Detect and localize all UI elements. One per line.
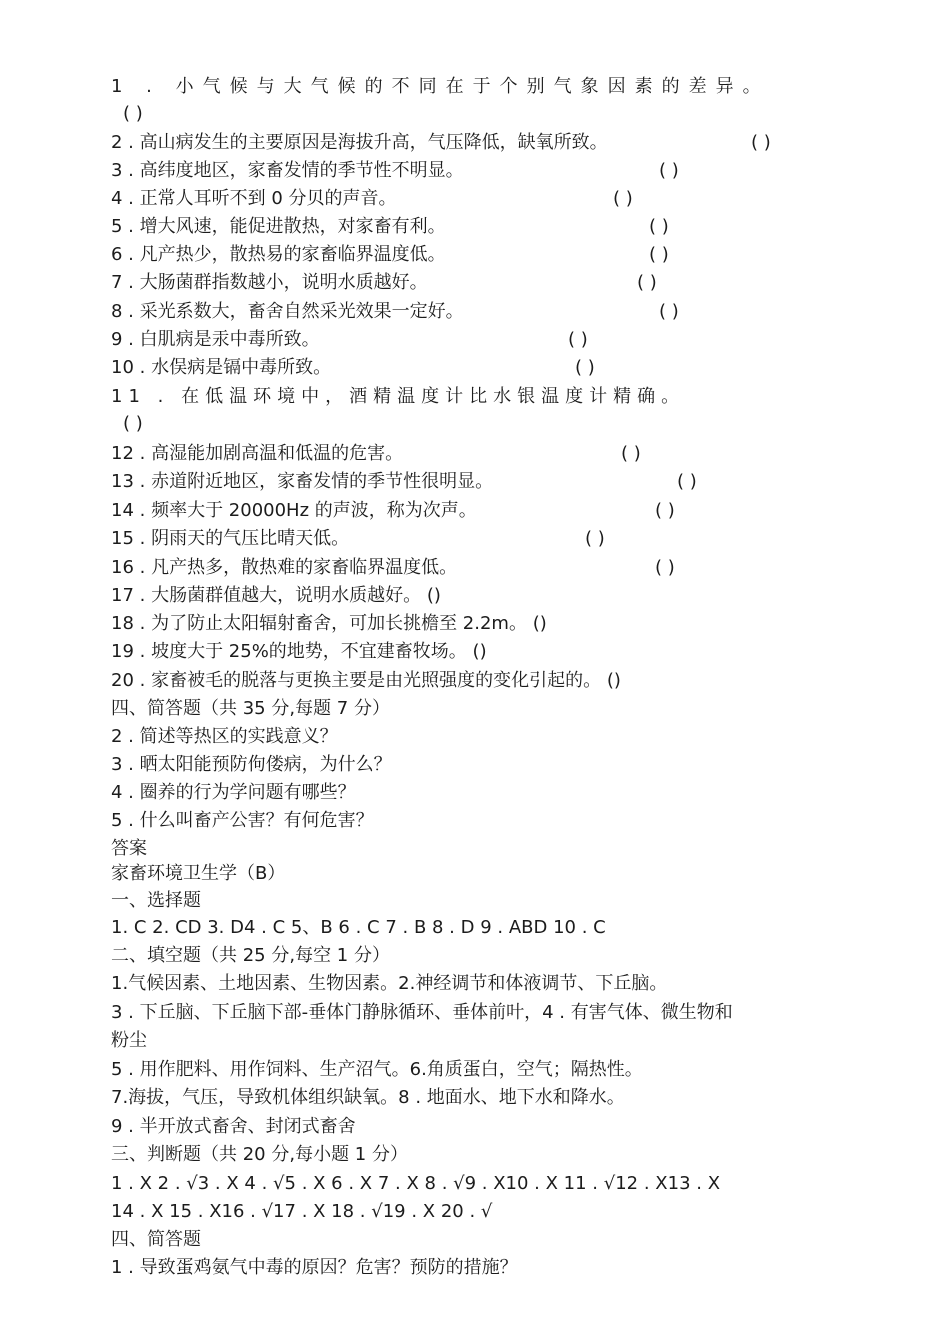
item-paren: ( ) <box>659 160 679 181</box>
short-question: 5 . 什么叫畜产公害？有何危害？ <box>111 810 374 831</box>
section-heading: 四、简答题（共 35 分,每题 7 分） <box>111 698 390 719</box>
fill-answer-line: 3 . 下丘脑、下丘脑下部-垂体门静脉循环、垂体前叶，4 . 有害气体、微生物和 <box>111 1002 733 1023</box>
item-paren: ( ) <box>613 188 633 209</box>
judgement-item <box>111 355 841 381</box>
item-text: 1 . 小气候与大气候的不同在于个别气象因素的差异。 <box>111 76 770 97</box>
short-question: 4 . 圈养的行为学问题有哪些？ <box>111 782 356 803</box>
item-text: 7 . 大肠菌群指数越小，说明水质越好。 <box>111 272 428 293</box>
section-heading: 三、判断题（共 20 分,每小题 1 分） <box>111 1144 408 1165</box>
judgement-item <box>111 469 841 495</box>
judgement-item <box>111 611 841 637</box>
item-text: 11 . 在低温环境中，酒精温度计比水银温度计精确。 <box>111 386 686 407</box>
judgement-item <box>111 327 841 353</box>
item-paren: ( ) <box>677 471 697 492</box>
item-text: 9 . 白肌病是汞中毒所致。 <box>111 329 320 350</box>
judgement-item <box>111 668 841 694</box>
item-text: 12 . 高湿能加剧高温和低温的危害。 <box>111 443 404 464</box>
item-text: 14 . 频率大于 20000Hz 的声波，称为次声。 <box>111 500 477 521</box>
item-text: 19 . 坡度大于 25%的地势，不宜建畜牧场。 <box>111 641 467 662</box>
item-text: 6 . 凡产热少，散热易的家畜临界温度低。 <box>111 244 446 265</box>
judgement-paren <box>123 411 853 437</box>
judgement-item <box>111 242 841 268</box>
item-text: 4 . 正常人耳听不到 0 分贝的声音。 <box>111 188 397 209</box>
item-text: 15 . 阴雨天的气压比晴天低。 <box>111 528 350 549</box>
judgement-item <box>111 299 841 325</box>
judgement-item <box>111 74 841 100</box>
judgement-item <box>111 214 841 240</box>
judgement-item <box>111 158 841 184</box>
item-paren: ( ) <box>655 557 675 578</box>
fill-answer-line: 1.气候因素、土地因素、生物因素。2.神经调节和体液调节、下丘脑。 <box>111 973 668 994</box>
item-text: 2 . 高山病发生的主要原因是海拔升高，气压降低，缺氧所致。 <box>111 132 608 153</box>
short-question: 3 . 晒太阳能预防佝偻病，为什么？ <box>111 754 392 775</box>
judgement-item <box>111 130 841 156</box>
item-paren: ( ) <box>751 132 771 153</box>
item-paren: ( ) <box>621 443 641 464</box>
short-answer-line: 1 . 导致蛋鸡氨气中毒的原因？危害？预防的措施？ <box>111 1257 518 1278</box>
item-paren: () <box>426 585 441 606</box>
item-paren: ( ) <box>568 329 588 350</box>
item-paren: () <box>606 670 621 691</box>
short-question: 2 . 简述等热区的实践意义？ <box>111 726 338 747</box>
judgement-item <box>111 498 841 524</box>
fill-answer-line: 7.海拔，气压，导致机体组织缺氧。8 . 地面水、地下水和降水。 <box>111 1087 625 1108</box>
section-heading: 二、填空题（共 25 分,每空 1 分） <box>111 945 390 966</box>
item-text: 18 . 为了防止太阳辐射畜舍，可加长挑檐至 2.2m。 <box>111 613 527 634</box>
judgement-item <box>111 384 841 410</box>
item-paren: ( ) <box>637 272 657 293</box>
item-paren: ( ) <box>659 301 679 322</box>
fill-answer-line: 5 . 用作肥料、用作饲料、生产沼气。6.角质蛋白，空气；隔热性。 <box>111 1059 643 1080</box>
judgement-item <box>111 441 841 467</box>
item-paren: ( ) <box>123 103 143 124</box>
judgement-answers: 1 . X 2 . √3 . X 4 . √5 . X 6 . X 7 . X 8 . √9 . X10 . X 11 . √12 . X13 . X <box>111 1173 721 1194</box>
judgement-item <box>111 526 841 552</box>
answers-title: 家畜环境卫生学（B） <box>111 863 286 884</box>
item-text: 17 . 大肠菌群值越大，说明水质越好。 <box>111 585 422 606</box>
judgement-item <box>111 555 841 581</box>
item-text: 13 . 赤道附近地区，家畜发情的季节性很明显。 <box>111 471 494 492</box>
item-text: 8 . 采光系数大，畜舍自然采光效果一定好。 <box>111 301 464 322</box>
item-paren: ( ) <box>649 216 669 237</box>
item-paren: ( ) <box>123 413 143 434</box>
judgement-item <box>111 583 841 609</box>
item-text: 3 . 高纬度地区，家畜发情的季节性不明显。 <box>111 160 464 181</box>
judgement-answers: 14 . X 15 . X16 . √17 . X 18 . √19 . X 20 . √ <box>111 1201 493 1222</box>
judgement-item <box>111 186 841 212</box>
choice-answers: 1. C 2. CD 3. D4 . C 5、B 6 . C 7 . B 8 . D 9 . ABD 10 . C <box>111 917 606 938</box>
item-text: 5 . 增大风速，能促进散热，对家畜有利。 <box>111 216 446 237</box>
item-text: 20 . 家畜被毛的脱落与更换主要是由光照强度的变化引起的。 <box>111 670 602 691</box>
item-text: 16 . 凡产热多，散热难的家畜临界温度低。 <box>111 557 458 578</box>
judgement-item <box>111 639 841 665</box>
item-paren: ( ) <box>655 500 675 521</box>
answers-label: 答案 <box>111 838 147 859</box>
item-paren: ( ) <box>585 528 605 549</box>
fill-answer-line: 9 . 半开放式畜舍、封闭式畜舍 <box>111 1116 356 1137</box>
item-paren: ( ) <box>575 357 595 378</box>
item-text: 10 . 水俣病是镉中毒所致。 <box>111 357 332 378</box>
section-heading: 一、选择题 <box>111 890 201 911</box>
section-heading: 四、简答题 <box>111 1229 201 1250</box>
fill-answer-line: 粉尘 <box>111 1030 147 1051</box>
item-paren: () <box>532 613 547 634</box>
judgement-item <box>111 270 841 296</box>
judgement-paren <box>123 101 853 127</box>
item-paren: () <box>472 641 487 662</box>
item-paren: ( ) <box>649 244 669 265</box>
